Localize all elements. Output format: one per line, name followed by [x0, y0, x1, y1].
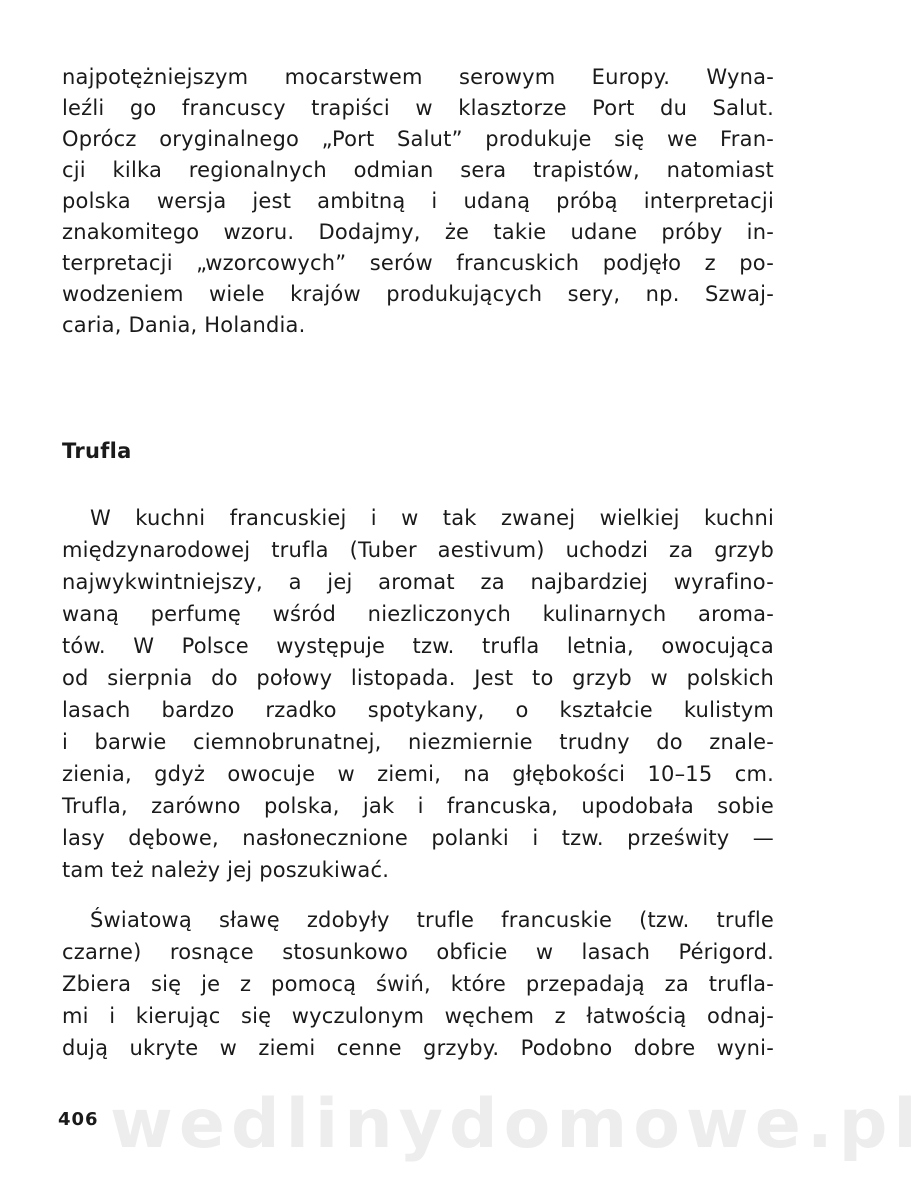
- text-line: polska wersja jest ambitną i udaną próbą interpretacji: [62, 189, 774, 213]
- text-line: wodzeniem wiele krajów produkujących sery, np. Szwaj-: [62, 282, 774, 306]
- text-line: mi i kierując się wyczulonym węchem z łatwością odnaj-: [62, 1004, 774, 1028]
- text-line: terpretacji „wzorcowych” serów francuskich podjęło z po-: [62, 251, 774, 275]
- text-line: od sierpnia do połowy listopada. Jest to grzyb w polskich: [62, 666, 774, 690]
- text-line: najpotężniejszym mocarstwem serowym Europy. Wyna-: [62, 65, 774, 89]
- text-line: tów. W Polsce występuje tzw. trufla letnia, owocująca: [62, 634, 774, 658]
- page-number: 406: [58, 1109, 99, 1130]
- text-line: najwykwintniejszy, a jej aromat za najbardziej wyrafino-: [62, 570, 774, 594]
- text-line: znakomitego wzoru. Dodajmy, że takie udane próby in-: [62, 220, 774, 244]
- text-line: tam też należy jej poszukiwać.: [62, 858, 390, 882]
- text-line: W kuchni francuskiej i w tak zwanej wielkiej kuchni: [90, 506, 774, 530]
- text-line: Oprócz oryginalnego „Port Salut” produkuje się we Fran-: [62, 127, 774, 151]
- text-line: waną perfumę wśród niezliczonych kulinarnych aroma-: [62, 602, 774, 626]
- text-line: lasy dębowe, nasłonecznione polanki i tzw. prześwity —: [62, 826, 774, 850]
- text-line: cji kilka regionalnych odmian sera trapistów, natomiast: [62, 158, 774, 182]
- text-line: lasach bardzo rzadko spotykany, o kształcie kulistym: [62, 698, 774, 722]
- text-line: leźli go francuscy trapiści w klasztorze Port du Salut.: [62, 96, 774, 120]
- text-line: i barwie ciemnobrunatnej, niezmiernie trudny do znale-: [62, 730, 774, 754]
- text-line: międzynarodowej trufla (Tuber aestivum) uchodzi za grzyb: [62, 538, 774, 562]
- text-line: Trufla, zarówno polska, jak i francuska, upodobała sobie: [62, 794, 774, 818]
- text-line: dują ukryte w ziemi cenne grzyby. Podobno dobre wyni-: [62, 1036, 774, 1060]
- text-line: czarne) rosnące stosunkowo obficie w lasach Périgord.: [62, 940, 774, 964]
- text-line: Światową sławę zdobyły trufle francuskie (tzw. trufle: [90, 908, 774, 932]
- section-heading: Trufla: [62, 439, 132, 463]
- watermark: wedlinydomowe.pl: [110, 1085, 923, 1164]
- text-line: Zbiera się je z pomocą świń, które przepadają za trufla-: [62, 972, 774, 996]
- text-line: caria, Dania, Holandia.: [62, 313, 306, 337]
- text-line: zienia, gdyż owocuje w ziemi, na głębokości 10–15 cm.: [62, 762, 774, 786]
